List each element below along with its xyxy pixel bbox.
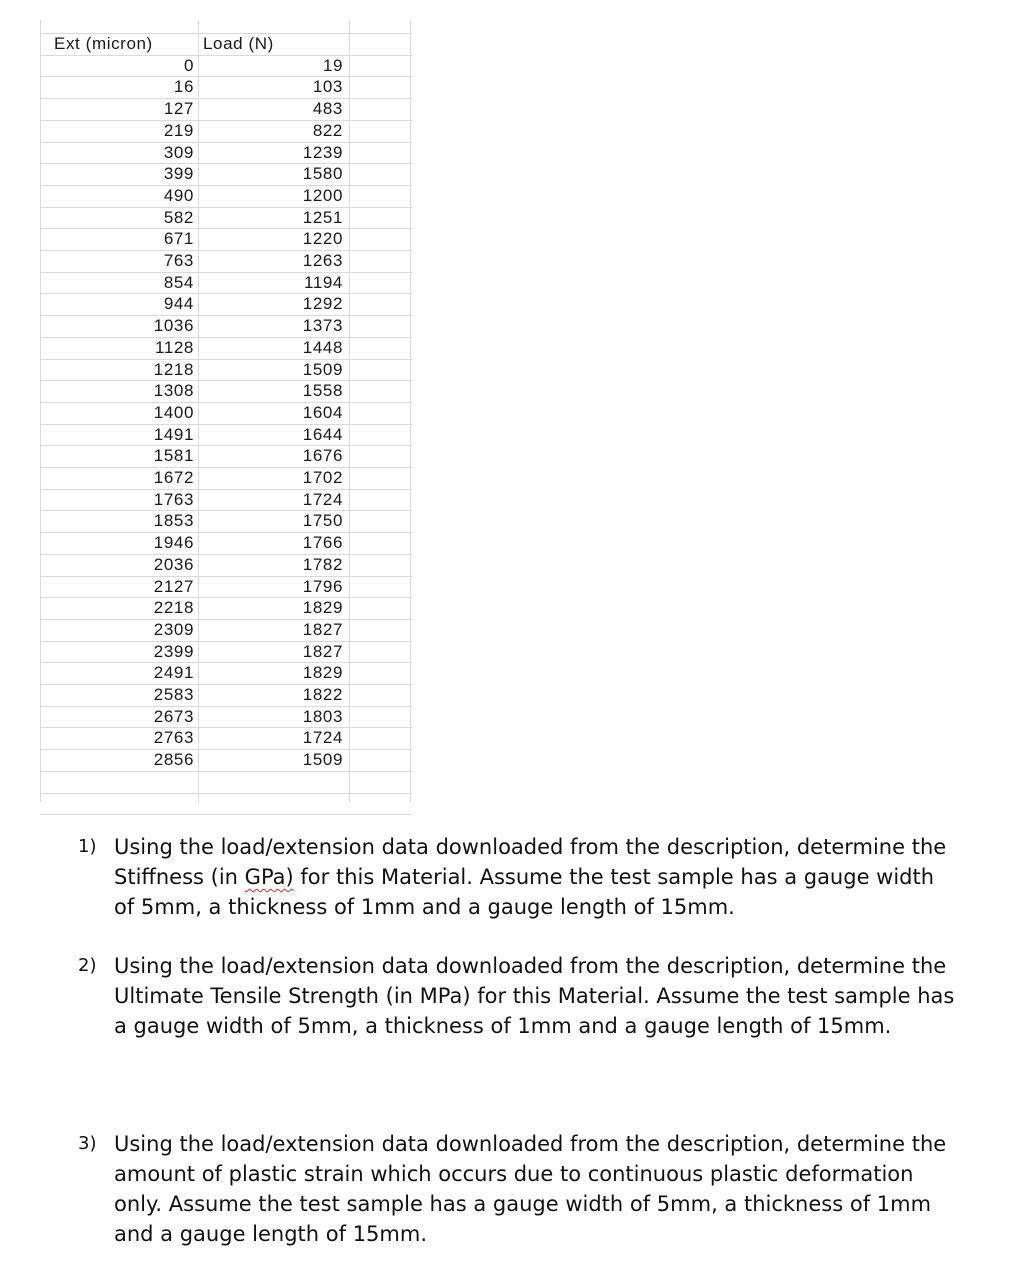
load-cell[interactable]: 1829 [302,663,343,683]
ext-cell[interactable]: 1763 [153,489,194,509]
ext-cell[interactable]: 2309 [153,619,194,639]
load-cell[interactable]: 1373 [302,316,343,336]
question-text [114,832,958,922]
load-cell[interactable]: 1220 [302,229,343,249]
load-cell[interactable]: 1251 [302,207,343,227]
question-text-part: Using the load/extension data downloaded from the description, determine the Stiffness (in [114,835,947,889]
ext-cell[interactable]: 2399 [153,641,194,661]
ext-cell[interactable]: 582 [163,207,194,227]
load-cell[interactable]: 1200 [302,185,343,205]
question-item [78,1129,958,1249]
ext-cell[interactable]: 2583 [153,685,194,704]
question-number: 2) [78,955,97,976]
grid-row-line [40,771,412,772]
ext-cell[interactable]: 1400 [153,402,194,422]
ext-cell[interactable]: 2673 [153,706,194,726]
load-cell[interactable]: 1724 [302,489,343,509]
load-cell[interactable]: 1782 [302,554,343,574]
load-cell[interactable]: 1239 [302,142,343,162]
load-cell[interactable]: 1829 [302,598,343,618]
load-cell[interactable]: 1558 [302,381,343,401]
ext-cell[interactable]: 854 [163,272,194,292]
load-cell[interactable]: 1194 [304,272,343,292]
ext-cell[interactable]: 1308 [153,381,194,401]
load-cell[interactable]: 1580 [302,164,343,184]
ext-cell[interactable]: 1853 [153,511,194,531]
ext-cell[interactable]: 944 [163,294,194,314]
ext-cell[interactable]: 671 [163,229,194,249]
column-header-load[interactable]: Load (N) [203,34,274,53]
ext-cell[interactable]: 0 [183,55,194,75]
question-text: Using the load/extension data downloaded from the description, determine the amount of plastic strain which occurs due to continuous plastic deformation only. Assume the test sample has a gauge width of 5mm, a thickness of 1mm and a gauge length of 15mm. [114,1132,947,1246]
ext-cell[interactable]: 763 [163,251,194,270]
load-cell[interactable]: 1766 [302,533,343,553]
ext-cell[interactable]: 1491 [153,424,194,444]
ext-cell[interactable]: 1218 [153,359,194,379]
load-cell[interactable]: 1803 [302,706,343,726]
load-cell[interactable]: 1644 [302,424,343,444]
grid-row-line [40,793,412,794]
question-number: 3) [78,1133,97,1154]
load-cell[interactable]: 1796 [302,576,343,596]
ext-cell[interactable]: 1946 [153,533,194,553]
column-header-ext[interactable]: Ext (micron) [54,34,153,53]
ext-cell[interactable]: 127 [163,99,194,119]
ext-cell[interactable]: 219 [163,120,194,140]
load-cell[interactable]: 1292 [302,294,343,314]
ext-cell[interactable]: 490 [163,185,194,205]
ext-cell[interactable]: 2127 [153,576,194,596]
load-cell[interactable]: 1676 [302,446,343,466]
load-cell[interactable]: 1448 [302,337,343,357]
load-cell[interactable]: 1702 [302,468,343,487]
ext-cell[interactable]: 2218 [153,598,194,618]
question-number: 1) [78,836,97,857]
ext-cell[interactable]: 399 [163,164,194,184]
load-cell[interactable]: 1822 [302,685,343,704]
ext-cell[interactable]: 2763 [153,728,194,748]
ext-cell[interactable]: 2491 [153,663,194,683]
question-text-part: for this Material. Assume the test sample has a gauge width of 5mm, a thickness of 1mm and a gauge length of 15mm. [114,865,935,919]
load-cell[interactable]: 1509 [302,359,343,379]
question-item [78,951,958,1041]
load-cell[interactable]: 1604 [302,402,343,422]
load-cell[interactable]: 1827 [302,619,343,639]
load-cell[interactable]: 19 [322,55,343,75]
load-cell[interactable]: 483 [312,99,343,119]
grid-row-line [40,814,412,815]
ext-cell[interactable]: 1036 [153,316,194,336]
load-cell[interactable]: 1724 [302,728,343,748]
ext-cell[interactable]: 16 [173,77,194,97]
question-text: Using the load/extension data downloaded from the description, determine the Ultimate Tensile Strength (in MPa) for this Material. Assume the test sample has a gauge width of 5mm, a thickness of 1mm and a gauge length of 15mm. [114,954,955,1038]
ext-cell[interactable]: 2856 [153,750,194,770]
ext-cell[interactable]: 1128 [155,337,194,357]
load-cell[interactable]: 1750 [302,511,343,531]
spellcheck-flagged-word: GPa) [244,865,294,889]
question-item [78,832,958,922]
load-cell[interactable]: 1509 [302,750,343,770]
ext-cell[interactable]: 309 [163,142,194,162]
load-cell[interactable]: 103 [312,77,343,97]
ext-cell[interactable]: 2036 [153,554,194,574]
load-cell[interactable]: 1827 [302,641,343,661]
spreadsheet-table [40,20,412,802]
ext-cell[interactable]: 1581 [153,446,194,466]
ext-cell[interactable]: 1672 [153,468,194,487]
load-cell[interactable]: 822 [312,120,343,140]
load-cell[interactable]: 1263 [302,251,343,270]
